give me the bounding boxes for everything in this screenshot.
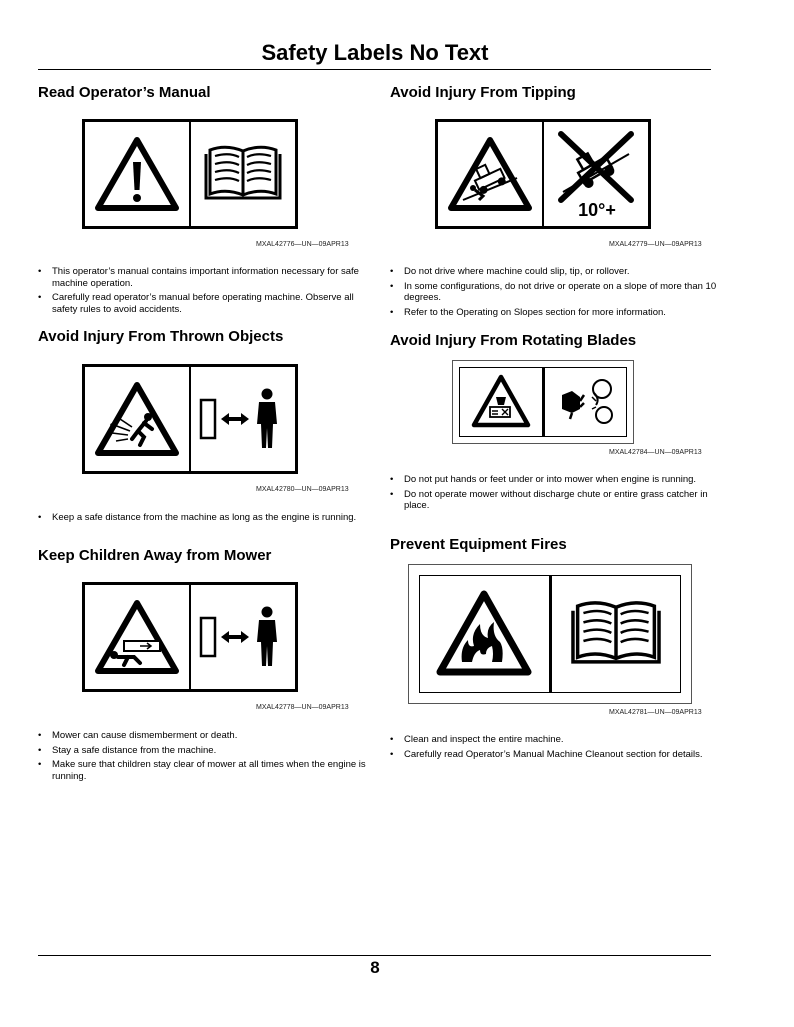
section-heading: Prevent Equipment Fires bbox=[390, 536, 567, 553]
slope-label: 10°+ bbox=[578, 200, 616, 218]
section-heading: Avoid Injury From Rotating Blades bbox=[390, 332, 637, 349]
figure-id: MXAL42779—UN—09APR13 bbox=[609, 241, 702, 248]
list-item: • Stay a safe distance from the machine. bbox=[38, 745, 368, 757]
child-under-mower-warning-icon bbox=[94, 597, 180, 677]
tipping-warning-icon bbox=[447, 134, 533, 214]
list-item: • This operator’s manual contains important information necessary for safe machine operation. bbox=[38, 266, 368, 289]
page-number: 8 bbox=[370, 958, 380, 977]
list-item: • Do not put hands or feet under or into mower when engine is running. bbox=[390, 474, 720, 486]
figure-id: MXAL42780—UN—09APR13 bbox=[256, 486, 349, 493]
list-item: • Make sure that children stay clear of mower at all times when the engine is running. bbox=[38, 759, 368, 782]
bullet-list bbox=[38, 266, 368, 318]
safety-label bbox=[452, 360, 634, 444]
operator-manual-icon bbox=[200, 142, 286, 206]
safety-label bbox=[435, 119, 651, 229]
safety-label bbox=[82, 119, 298, 229]
list-item: • Clean and inspect the entire machine. bbox=[390, 734, 720, 746]
warning-exclamation-icon bbox=[94, 134, 180, 214]
figure-id: MXAL42784—UN—09APR13 bbox=[609, 449, 702, 456]
bullet-list bbox=[38, 512, 368, 527]
page-title: Safety Labels No Text bbox=[261, 40, 489, 65]
header-rule bbox=[38, 69, 711, 70]
figure-id: MXAL42776—UN—09APR13 bbox=[256, 241, 349, 248]
hand-foot-cut-icon bbox=[550, 373, 620, 431]
section-heading: Avoid Injury From Tipping bbox=[390, 84, 576, 101]
section-heading: Read Operator’s Manual bbox=[38, 84, 211, 101]
keep-distance-icon bbox=[195, 384, 291, 454]
rotating-blades-warning-icon bbox=[470, 373, 532, 431]
thrown-objects-warning-icon bbox=[94, 379, 180, 459]
no-slope-icon bbox=[551, 130, 641, 218]
bullet-list bbox=[390, 266, 720, 321]
safety-label bbox=[408, 564, 692, 704]
safety-label bbox=[82, 364, 298, 474]
section-heading: Keep Children Away from Mower bbox=[38, 547, 272, 564]
list-item: • Keep a safe distance from the machine as long as the engine is running. bbox=[38, 512, 368, 524]
bullet-list bbox=[38, 730, 368, 785]
list-item: • Carefully read operator’s manual before operating machine. Observe all safety rules to avoid accidents. bbox=[38, 292, 368, 315]
section-heading: Avoid Injury From Thrown Objects bbox=[38, 328, 284, 345]
list-item: • Carefully read Operator’s Manual Machine Cleanout section for details. bbox=[390, 749, 720, 761]
list-item: • In some configurations, do not drive or operate on a slope of more than 10 degrees. bbox=[390, 281, 720, 304]
list-item: • Mower can cause dismemberment or death. bbox=[38, 730, 368, 742]
bullet-list bbox=[390, 474, 720, 515]
operator-manual-icon bbox=[566, 596, 666, 672]
fire-warning-icon bbox=[434, 588, 534, 680]
keep-distance-icon bbox=[195, 602, 291, 672]
list-item: • Refer to the Operating on Slopes section for more information. bbox=[390, 307, 720, 319]
footer-rule bbox=[38, 955, 711, 956]
figure-id: MXAL42781—UN—09APR13 bbox=[609, 709, 702, 716]
list-item: • Do not drive where machine could slip, tip, or rollover. bbox=[390, 266, 720, 278]
figure-id: MXAL42778—UN—09APR13 bbox=[256, 704, 349, 711]
safety-label bbox=[82, 582, 298, 692]
bullet-list bbox=[390, 734, 720, 763]
list-item: • Do not operate mower without discharge chute or entire grass catcher in place. bbox=[390, 489, 720, 512]
